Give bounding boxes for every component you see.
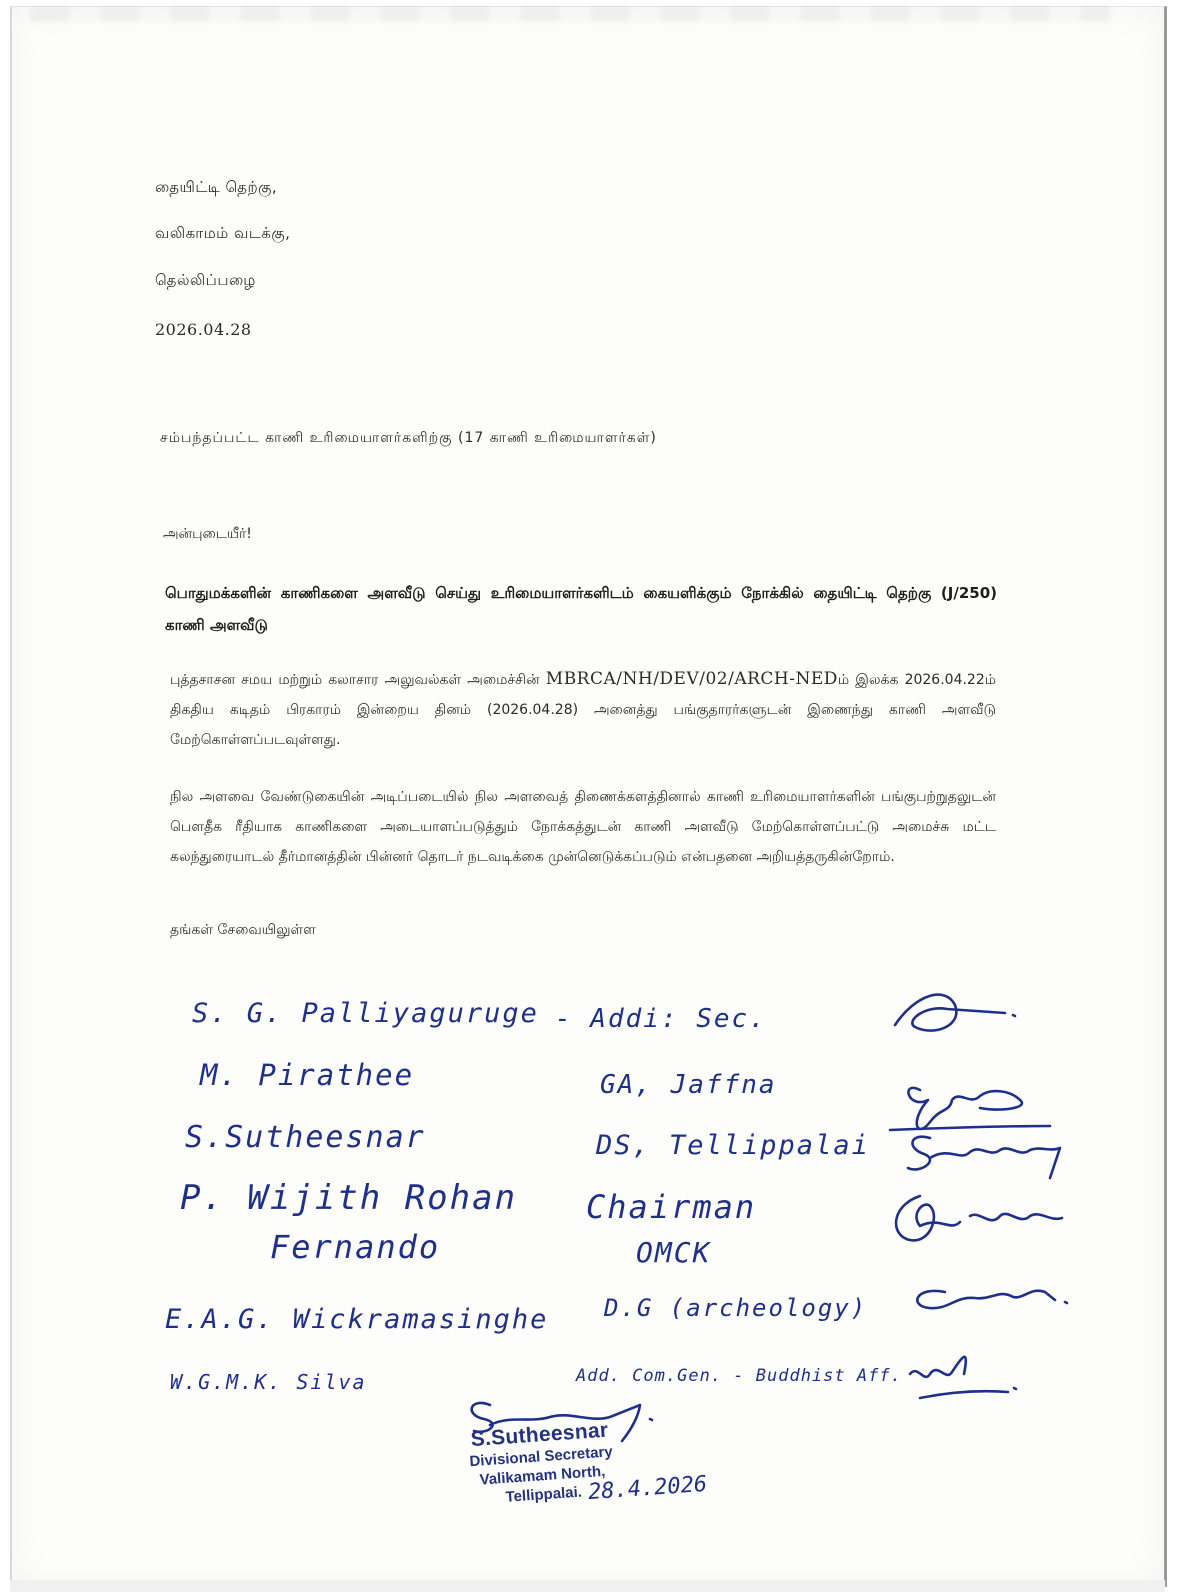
para1-text-a: புத்தசாசன சமய மற்றும் கலாசார அலுவல்கள் அமைச்சின்	[170, 672, 540, 688]
stamp-name: S.Sutheesnar	[470, 1418, 610, 1452]
para1-text-b: ம் இலக்க 2026.04.22ம் திகதிய கடிதம் பிரகாரம் இன்றைய தினம் (2026.04.28) அனைத்து பங்குதாரர்களுடன் இணைந்து காணி அளவீடு மேற்கொள்ளப்படவுள்ளது.	[170, 672, 997, 748]
letter-date: 2026.04.28	[155, 320, 252, 339]
address-line-1: தையிட்டி தெற்கு,	[155, 178, 278, 196]
signatory-2-name: M. Pirathee	[200, 1058, 415, 1092]
signatory-6-name: W.G.M.K. Silva	[170, 1370, 367, 1394]
show-through-text	[30, 6, 1110, 22]
signature-3	[900, 1118, 1070, 1188]
stamp-line-2: Valikamam North,	[479, 1462, 606, 1489]
address-line-2: வலிகாமம் வடக்கு,	[155, 224, 291, 242]
signatory-5-name: E.A.G. Wickramasinghe	[165, 1304, 549, 1335]
stamp-line-3: Tellippalai.	[505, 1483, 583, 1506]
body-paragraph-2: நில அளவை வேண்டுகையின் அடிப்படையில் நில அளவைத் திணைக்களத்தினால் காணி உரிமையாளர்களின் பங்குபற்றுதலுடன் பௌதீக ரீதியாக காணிகளை அடையாளப்படுத்தும் நோக்கத்துடன் காணி அளவீடு மேற்கொள்ளப்பட்டு அமைச்சு மட்ட கலந்துரையாடல் தீர்மானத்தின் பின்னர் தொடர் நடவடிக்கை முன்னெடுக்கப்படும் என்பதனை அறியத்தருகின்றோம்.	[170, 789, 996, 865]
subject-heading: பொதுமக்களின் காணிகளை அளவீடு செய்து உரிமையாளர்களிடம் கையளிக்கும் நோக்கில் தையிட்டி தெற்கு (J/250) காணி அளவீடு	[165, 584, 997, 634]
signatory-1-name: S. G. Palliyaguruge	[192, 998, 539, 1029]
signatory-4-title-line2: OMCK	[636, 1236, 712, 1269]
page-bottom-edge	[10, 1580, 1165, 1592]
signatory-6-title: Add. Com.Gen. - Buddhist Aff.	[576, 1366, 902, 1386]
address-line-3: தெல்லிப்பழை	[155, 271, 256, 289]
recipient-line: சம்பந்தப்பட்ட காணி உரிமையாளர்களிற்கு (17 காணி உரிமையாளர்கள்)	[160, 430, 657, 446]
signature-4	[880, 1186, 1070, 1256]
salutation: அன்புடையீர்!	[163, 526, 252, 542]
signatory-4-title: Chairman	[586, 1188, 757, 1226]
signatory-4-name: P. Wijith Rohan	[180, 1178, 518, 1218]
signatory-3-title: DS, Tellippalai	[596, 1130, 870, 1161]
body-paragraph-1	[170, 664, 996, 755]
signature-5	[895, 1262, 1075, 1322]
signatory-4-name-line2: Fernando	[270, 1228, 441, 1266]
signatory-3-name: S.Sutheesnar	[185, 1120, 426, 1155]
reference-number: MBRCA/NH/DEV/02/ARCH-NED	[545, 669, 838, 689]
handwritten-date: 28.4.2026	[587, 1471, 708, 1506]
signatory-2-title: GA, Jaffna	[600, 1070, 777, 1100]
signatory-5-title: D.G (archeology)	[604, 1294, 868, 1322]
closing-line: தங்கள் சேவையிலுள்ள	[170, 922, 316, 938]
signature-6	[890, 1334, 1040, 1404]
signatory-1-title: - Addi: Sec.	[555, 1004, 767, 1034]
stamp-line-1: Divisional Secretary	[468, 1443, 614, 1471]
signature-1	[885, 985, 1035, 1045]
